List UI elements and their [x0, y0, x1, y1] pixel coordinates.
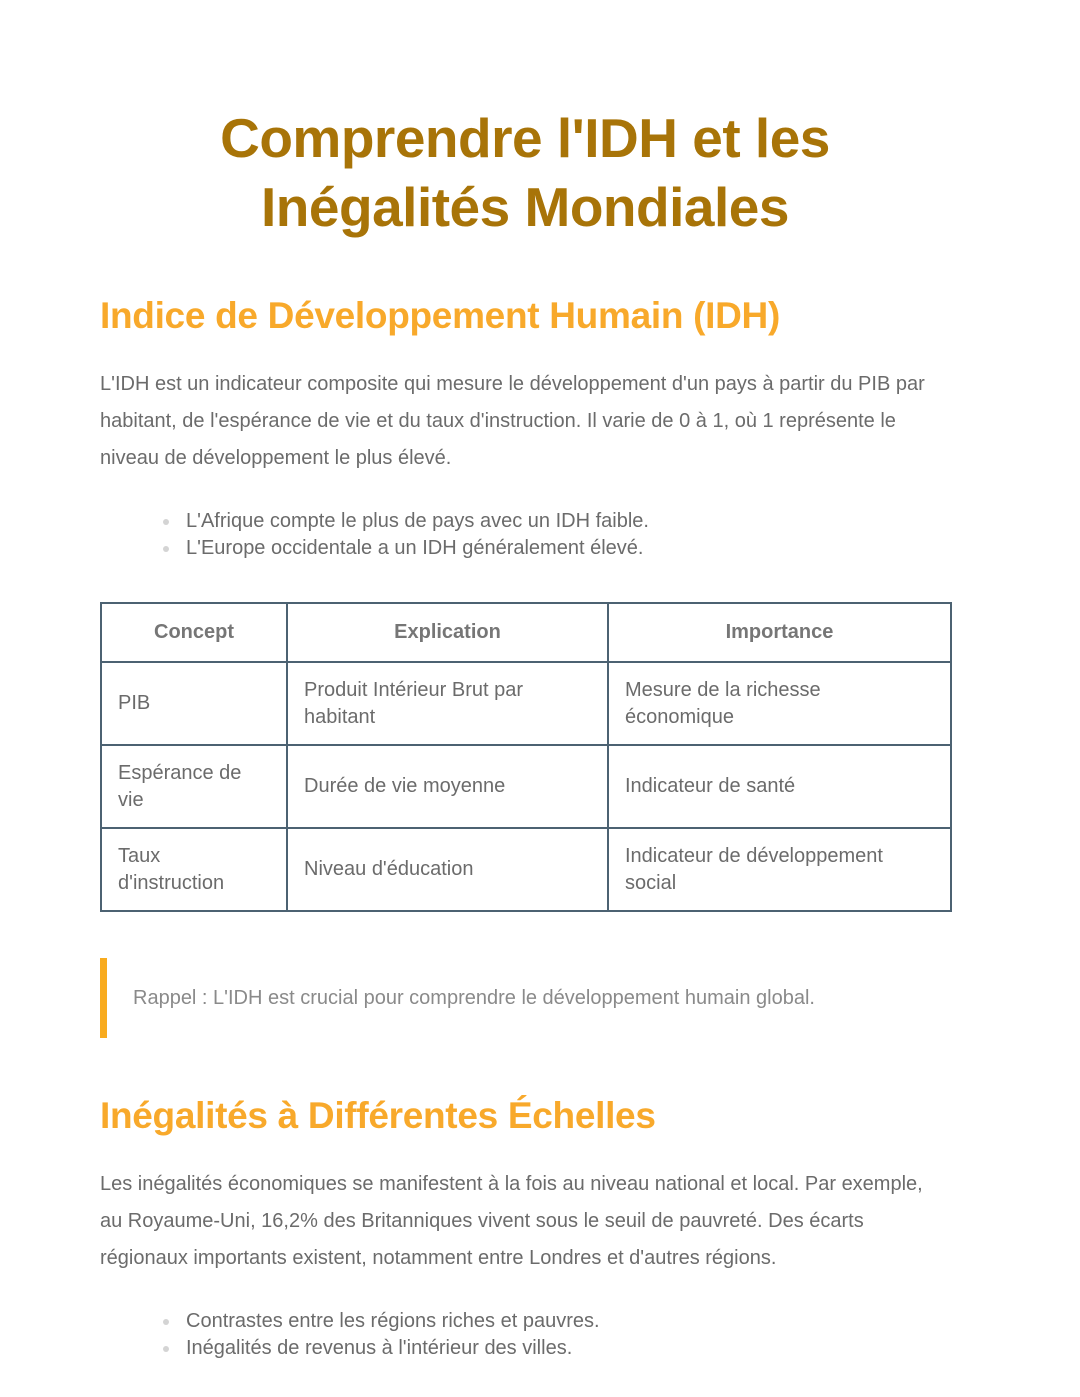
table-header-row [101, 603, 951, 662]
table-header-cell: Explication [287, 603, 608, 662]
bullet-list-idh [100, 508, 950, 562]
list-item: L'Afrique compte le plus de pays avec un IDH faible. [160, 508, 950, 535]
document-page [100, 0, 950, 1362]
section-paragraph-idh: L'IDH est un indicateur composite qui mesure le développement d'un pays à partir du PIB par habitant, de l'espérance de vie et du taux d'instruction. Il varie de 0 à 1, où 1 représente le niveau de développement le plus élevé. [100, 373, 925, 469]
page-title: Comprendre l'IDH et les Inégalités Mondiales [220, 107, 830, 238]
table-header-cell: Concept [101, 603, 287, 662]
table-cell: Produit Intérieur Brut par habitant [287, 662, 608, 745]
section-heading-idh: Indice de Développement Humain (IDH) [100, 295, 780, 336]
list-item: L'Europe occidentale a un IDH généralement élevé. [160, 535, 950, 562]
table-header-cell: Importance [608, 603, 951, 662]
section-paragraph-inequalities: Les inégalités économiques se manifestent à la fois au niveau national et local. Par exemple, au Royaume-Uni, 16,2% des Britanniques vivent sous le seuil de pauvreté. Des écarts régionaux importants existent, notamment entre Londres et d'autres régions. [100, 1173, 923, 1269]
table-cell: Taux d'instruction [101, 828, 287, 911]
list-item: Contrastes entre les régions riches et pauvres. [160, 1308, 950, 1335]
callout-text: Rappel : L'IDH est crucial pour comprendre le développement humain global. [133, 986, 815, 1009]
bullet-list-inequalities [100, 1308, 950, 1362]
table-cell: Mesure de la richesse économique [608, 662, 951, 745]
section-heading-inequalities: Inégalités à Différentes Échelles [100, 1095, 656, 1136]
table-row [101, 828, 951, 911]
table-cell: PIB [101, 662, 287, 745]
reminder-callout [100, 958, 950, 1038]
table-row [101, 745, 951, 828]
table-row [101, 662, 951, 745]
table-cell: Espérance de vie [101, 745, 287, 828]
table-cell: Indicateur de santé [608, 745, 951, 828]
table-cell: Indicateur de développement social [608, 828, 951, 911]
table-cell: Niveau d'éducation [287, 828, 608, 911]
list-item: Inégalités de revenus à l'intérieur des villes. [160, 1335, 950, 1362]
idh-table [100, 602, 952, 912]
table-cell: Durée de vie moyenne [287, 745, 608, 828]
